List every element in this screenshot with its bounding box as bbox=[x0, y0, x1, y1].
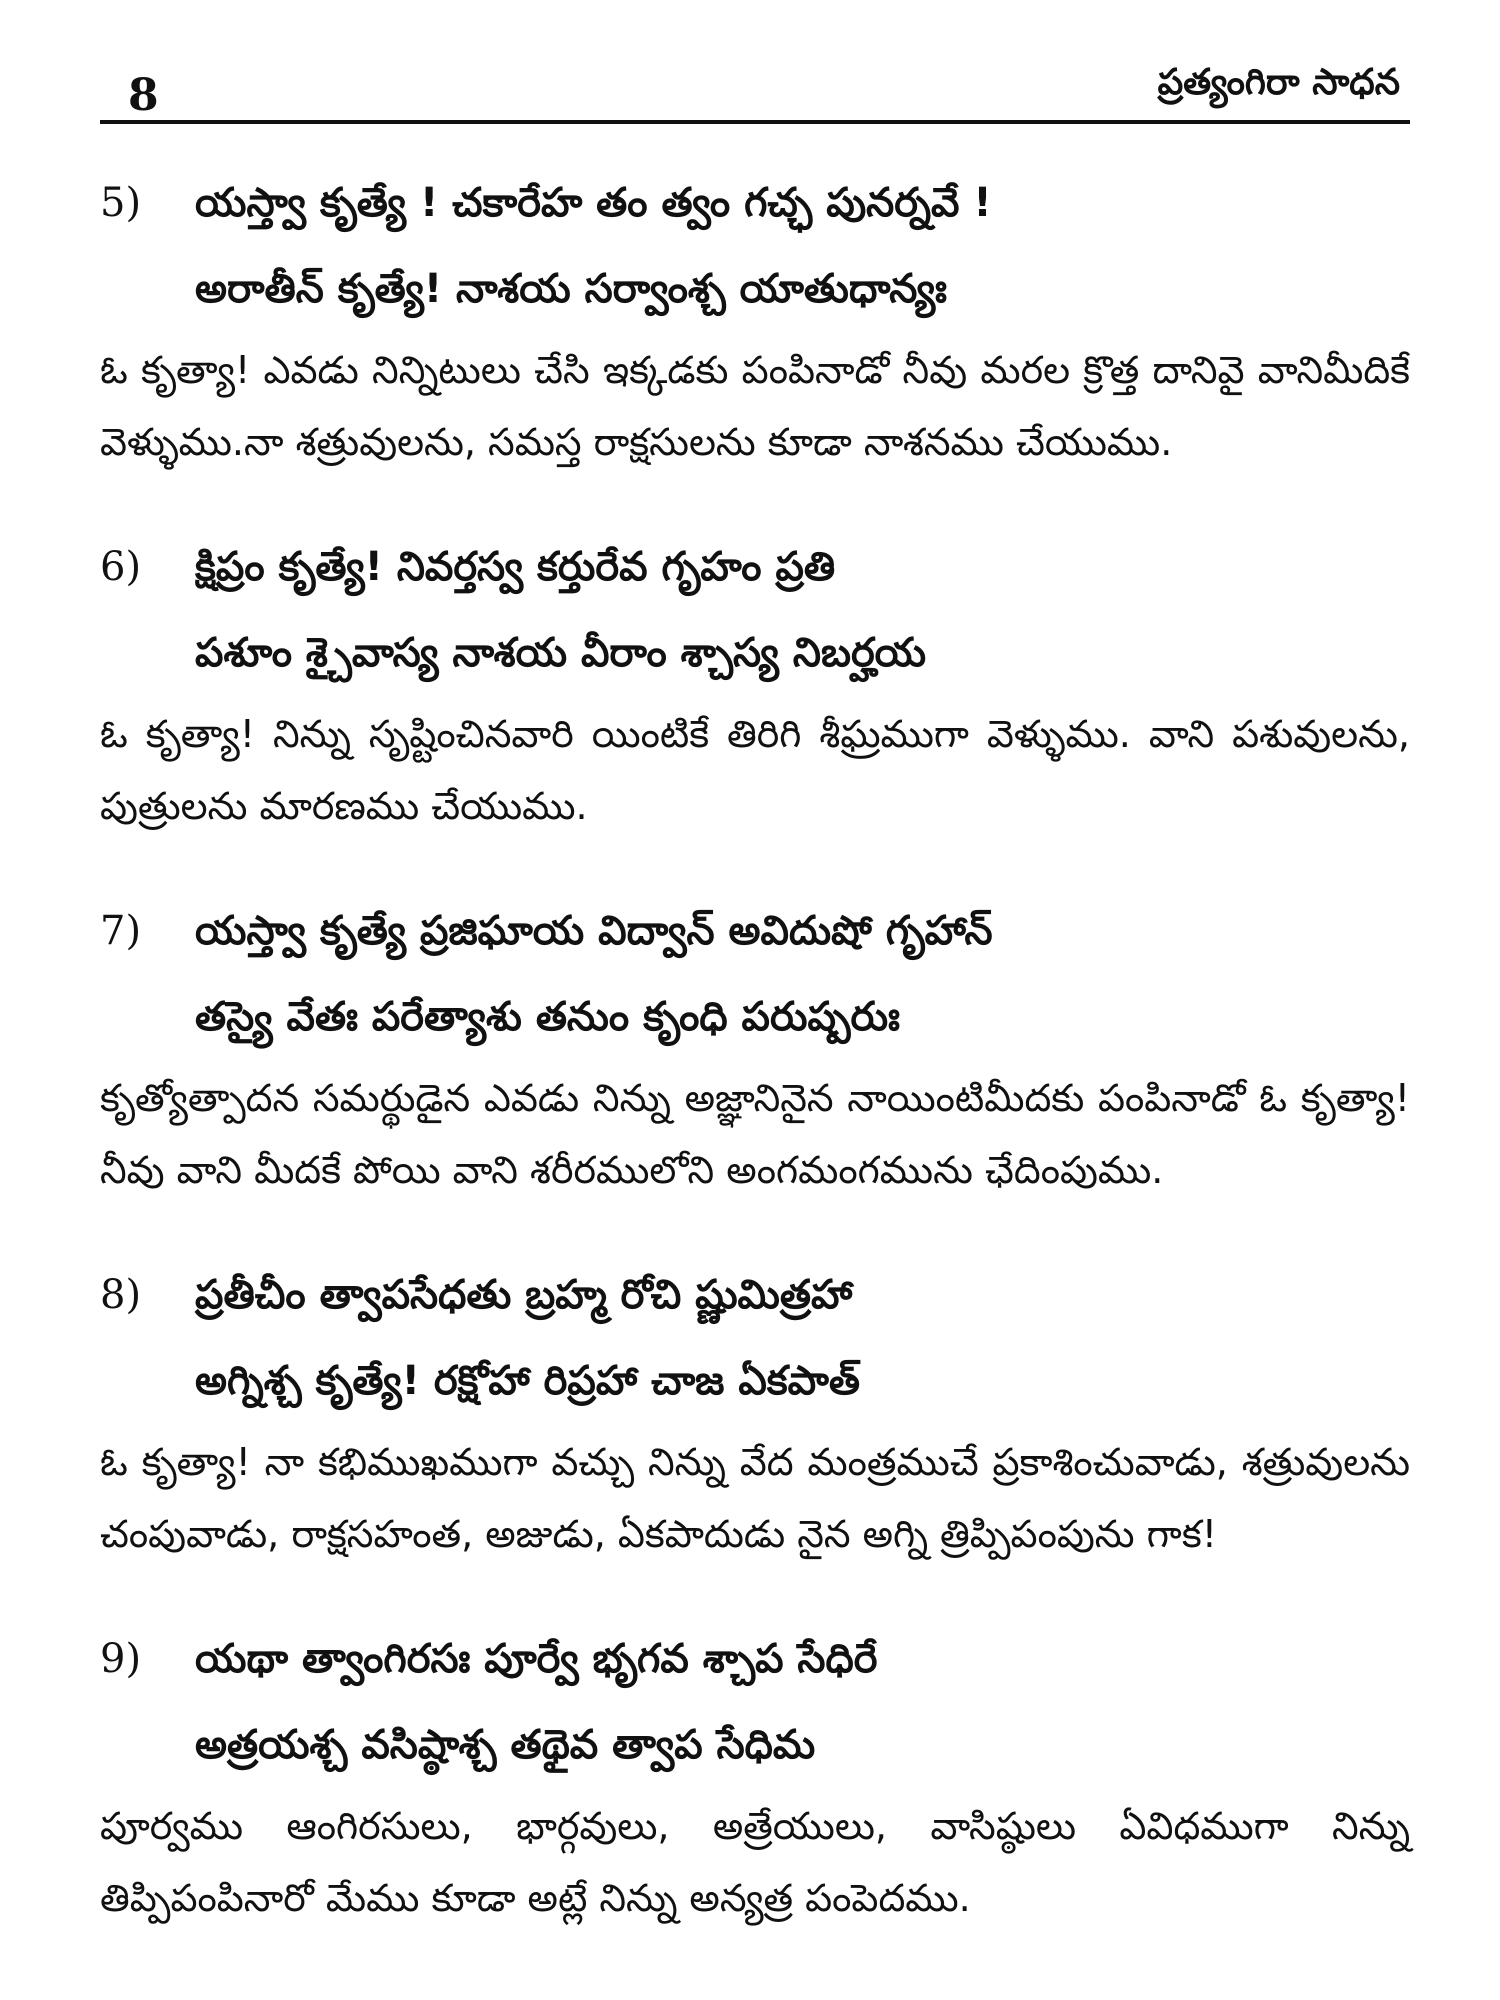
verse-number: 5) bbox=[100, 180, 142, 226]
verse-number: 6) bbox=[100, 544, 142, 590]
mantra-line bbox=[100, 1252, 1410, 1338]
translation-paragraph: ఓ కృత్యా! నిన్ను సృష్టించినవారి యింటికే తిరిగి శీఘ్రముగా వెళ్ళుము. వాని పశువులను, పుత్రులను మారణము చేయుము. bbox=[100, 712, 1410, 828]
verse-7 bbox=[100, 888, 1410, 1206]
header-rule bbox=[100, 120, 1410, 124]
mantra-line: తస్యై వేతః పరేత్యాశు తనుం కృంధి పరుష్పరుః bbox=[195, 994, 900, 1040]
mantra-text: యస్త్వా కృత్యే ప్రజిఘాయ విద్వాన్ అవిదుషో గృహాన్ bbox=[195, 908, 993, 954]
translation-paragraph: పూర్వము ఆంగిరసులు, భార్గవులు, అత్రేయులు, వాసిష్ఠులు ఏవిధముగా నిన్ను తిప్పిపంపినారో మేము కూడా అట్లే నిన్ను అన్యత్ర పంపెదము. bbox=[100, 1804, 1410, 1920]
mantra-line: అగ్నిశ్చ కృత్యే! రక్షోహా రిప్రహా చాజ ఏకపాత్ bbox=[195, 1358, 861, 1404]
mantra-text: యస్త్వా కృత్యే ! చకారేహ తం త్వం గచ్ఛ పునర్నవే ! bbox=[195, 180, 992, 226]
mantra-line: అత్రయశ్చ వసిష్ఠాశ్చ తథైవ త్వాప సేధిమ bbox=[195, 1722, 816, 1768]
mantra-text: ప్రతీచీం త్వాపసేధతు బ్రహ్మ రోచి ష్ణుమిత్రహా bbox=[195, 1272, 853, 1318]
verse-number: 8) bbox=[100, 1272, 142, 1318]
mantra-text: యథా త్వాంగిరసః పూర్వే భృగవ శ్చాప సేధిరే bbox=[195, 1636, 878, 1682]
verse-6 bbox=[100, 524, 1410, 842]
running-header-title: ప్రత్యంగిరా సాధన bbox=[1157, 62, 1400, 103]
mantra-text: క్షిప్రం కృత్యే! నివర్తస్వ కర్తురేవ గృహం ప్రతి bbox=[195, 544, 836, 590]
translation-paragraph: కృత్యోత్పాదన సమర్థుడైన ఎవడు నిన్ను అజ్ఞానినైన నాయింటిమీదకు పంపినాడో ఓ కృత్యా! నీవు వాని మీదకే పోయి వాని శరీరములోని అంగమంగమును ఛేదింపుము. bbox=[100, 1076, 1410, 1192]
mantra-line bbox=[100, 888, 1410, 974]
translation-paragraph: ఓ కృత్యా! ఎవడు నిన్నిటులు చేసి ఇక్కడకు పంపినాడో నీవు మరల క్రొత్త దానివై వానిమీదికే వెళ్ళుము.నా శత్రువులను, సమస్త రాక్షసులను కూడా నాశనము చేయుము. bbox=[100, 348, 1410, 464]
mantra-line bbox=[100, 524, 1410, 610]
verse-number: 7) bbox=[100, 908, 142, 954]
mantra-line: పశూం శ్చైవాస్య నాశయ వీరాం శ్చాస్య నిబర్హయ bbox=[195, 630, 927, 676]
page-number: 8 bbox=[128, 70, 159, 121]
mantra-line bbox=[100, 160, 1410, 246]
mantra-line: అరాతీన్ కృత్యే! నాశయ సర్వాంశ్చ యాతుధాన్యః bbox=[195, 266, 948, 312]
verse-8 bbox=[100, 1252, 1410, 1570]
verse-number: 9) bbox=[100, 1636, 142, 1682]
translation-paragraph: ఓ కృత్యా! నా కభిముఖముగా వచ్చు నిన్ను వేద మంత్రముచే ప్రకాశించువాడు, శత్రువులను చంపువాడు, రాక్షసహంత, అజుడు, ఏకపాదుడు నైన అగ్ని త్రిప్పిపంపును గాక! bbox=[100, 1440, 1410, 1556]
page-body bbox=[100, 160, 1410, 1980]
mantra-line bbox=[100, 1616, 1410, 1702]
verse-5 bbox=[100, 160, 1410, 478]
verse-9 bbox=[100, 1616, 1410, 1934]
